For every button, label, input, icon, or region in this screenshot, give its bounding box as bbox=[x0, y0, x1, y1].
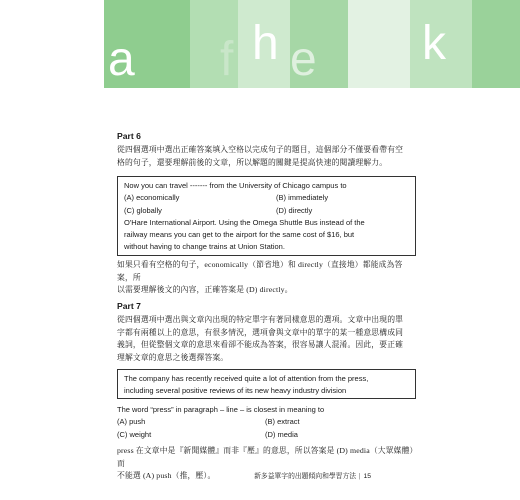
option-b: (B) extract bbox=[265, 417, 300, 427]
part6-question-box bbox=[117, 176, 416, 256]
footer-separator: | bbox=[359, 473, 361, 480]
footer-title: 新多益單字的出題傾向和學習方法 bbox=[254, 473, 357, 480]
banner-letter: h bbox=[252, 17, 279, 70]
part7-intro bbox=[117, 314, 418, 364]
option-d: (D) media bbox=[265, 429, 298, 439]
options-row bbox=[124, 205, 409, 217]
part7-passage-box bbox=[117, 369, 416, 399]
banner-letter: f bbox=[220, 33, 234, 86]
text-line: 從四個選項中選出與文章內出現的特定單字有著同樣意思的選項。文章中出現的單 bbox=[117, 315, 404, 324]
question-text: Now you can travel ------- from the University of Chicago campus to bbox=[124, 181, 347, 190]
option-a: (A) economically bbox=[124, 193, 180, 203]
option-c: (C) weight bbox=[117, 429, 152, 439]
text-line: 如果只看有空格的句子，economically（節省地）和 directly（直接地）都能成為答案，所 bbox=[117, 260, 403, 282]
page-number: 15 bbox=[363, 473, 371, 480]
text-line: 理解文章的意思之後選擇答案。 bbox=[117, 352, 229, 362]
part6-title: Part 6 bbox=[117, 131, 141, 141]
options-row bbox=[117, 429, 417, 441]
option-a: (A) push bbox=[117, 417, 146, 427]
part7-question bbox=[117, 404, 417, 441]
part6-intro bbox=[117, 144, 418, 169]
text-line: 從四個選項中選出正確答案填入空格以完成句子的題目，這個部分不僅要看帶有空 bbox=[117, 145, 404, 154]
passage-line: The company has recently received quite a lot of attention from the press, bbox=[124, 374, 369, 383]
text-line: 字都有兩種以上的意思，有很多情況，選項會與文章中的單字的某一種意思構成同 bbox=[117, 327, 404, 337]
option-c: (C) globally bbox=[124, 205, 162, 215]
text-line: press 在文章中是『新聞媒體』而非『壓』的意思，所以答案是 (D) media（大眾媒體）而 bbox=[117, 446, 418, 468]
passage-line: including several positive reviews of its new heavy industry division bbox=[124, 386, 347, 396]
options-row bbox=[117, 416, 417, 428]
part6-explanation bbox=[117, 259, 418, 297]
options-row bbox=[124, 192, 409, 204]
banner-block bbox=[472, 0, 520, 88]
banner-letter: e bbox=[290, 33, 317, 86]
banner-letter: a bbox=[108, 33, 135, 86]
page-footer bbox=[254, 470, 371, 480]
option-b: (B) immediately bbox=[276, 193, 329, 203]
text-line: 不能選 (A) push（推，壓）。 bbox=[117, 471, 216, 481]
banner-letter: k bbox=[422, 17, 446, 70]
decorative-banner bbox=[104, 0, 520, 88]
option-d: (D) directly bbox=[276, 205, 313, 215]
banner-block bbox=[348, 0, 410, 88]
passage-line: O'Hare International Airport. Using the Omega Shuttle Bus instead of the bbox=[124, 217, 365, 227]
text-line: 義詞，但從整個文章的意思來看卻不能成為答案，很容易讓人混淆。因此，要正確 bbox=[117, 340, 404, 350]
passage-line: without having to change trains at Union Station. bbox=[124, 242, 285, 252]
passage-line: railway means you can get to the airport for the same cost of $16, but bbox=[124, 230, 355, 240]
question-text: The word “press” in paragraph – line – is closest in meaning to bbox=[117, 405, 325, 414]
part7-title: Part 7 bbox=[117, 301, 141, 311]
text-line: 格的句子，還要理解前後的文章，所以解題的關鍵是提高快速的閱讀理解力。 bbox=[117, 157, 388, 167]
text-line: 以需要理解後文的內容，正確答案是 (D) directly。 bbox=[117, 285, 293, 295]
